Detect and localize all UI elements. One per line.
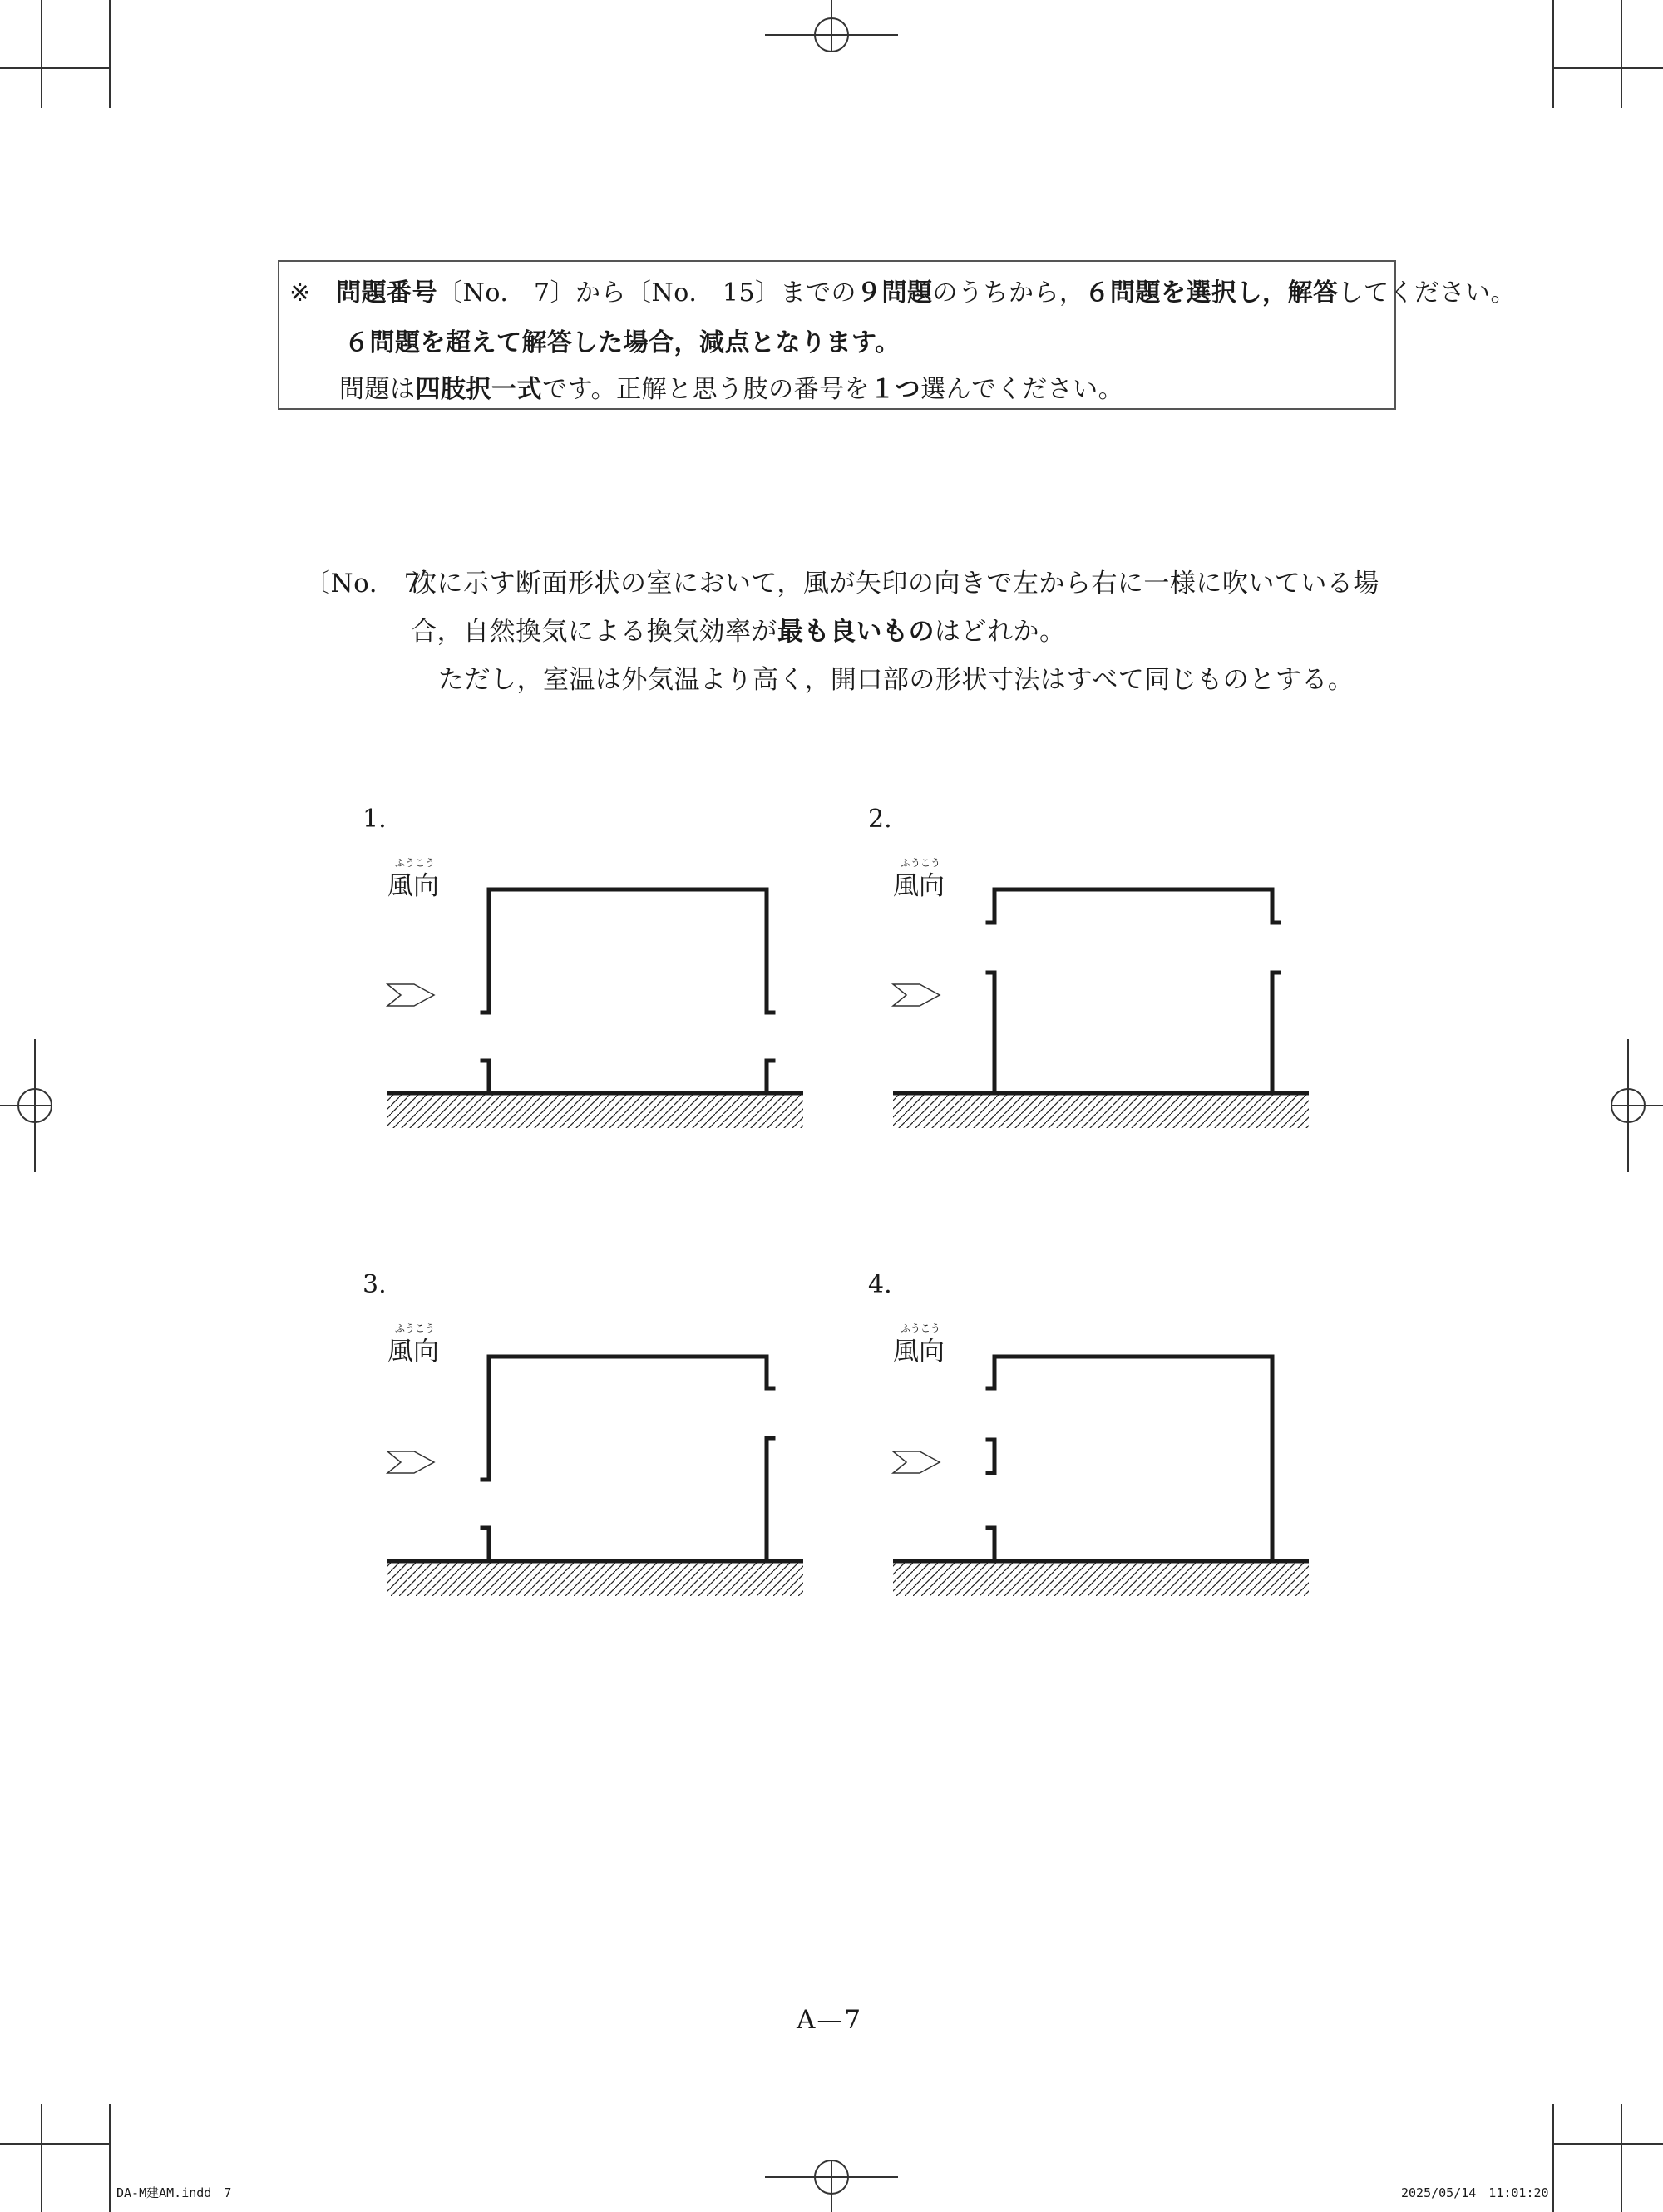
option-3-diagram[interactable] (382, 1347, 815, 1596)
option-3-wind-label: 風向 (387, 1337, 439, 1367)
footer-filename: DA-M建AM.indd 7 (116, 2185, 232, 2200)
option-2-wind-ruby: ふうこう (901, 857, 941, 869)
option-1-number[interactable]: 1. (363, 805, 387, 834)
option-1-diagram[interactable] (382, 881, 815, 1131)
page-number: A—7 (797, 2005, 863, 2035)
wind-arrow-icon (893, 1451, 940, 1473)
footer-timestamp: 2025/05/14 11:01:20 (1401, 2185, 1549, 2200)
option-2-diagram[interactable] (888, 881, 1320, 1131)
question-number: 〔No. 7〕 (304, 569, 447, 599)
option-4-wind-label: 風向 (893, 1337, 945, 1367)
instruction-line-3: 問題は四肢択一式です。正解と思う肢の番号を１つ選んでください。 (339, 375, 1124, 404)
instruction-line-2: ６問題を超えて解答した場合，減点となります。 (344, 328, 901, 357)
option-3-number[interactable]: 3. (363, 1270, 387, 1299)
option-2-number[interactable]: 2. (868, 805, 892, 834)
wind-arrow-icon (387, 1451, 434, 1473)
ground-hatch (893, 1561, 1309, 1596)
option-4-diagram[interactable] (888, 1347, 1320, 1596)
instruction-line-1: ※ 問題番号〔No. 7〕から〔No. 15〕までの９問題のうちから，６問題を選択し，解答してください。 (289, 278, 1517, 308)
option-2-wind-label: 風向 (893, 871, 945, 901)
ground-hatch (893, 1093, 1309, 1128)
option-4-number[interactable]: 4. (868, 1270, 892, 1299)
instruction-box (278, 260, 1517, 410)
option-4-wind-ruby: ふうこう (901, 1323, 941, 1334)
question-line-3: ただし，室温は外気温より高く，開口部の形状寸法はすべて同じものとする。 (438, 665, 1355, 695)
option-1-wind-ruby: ふうこう (395, 857, 436, 869)
wind-arrow-icon (387, 984, 434, 1006)
wind-arrow-icon (893, 984, 940, 1006)
ground-hatch (387, 1561, 803, 1596)
question-line-2: 合，自然換気による換気効率が最も良いものはどれか。 (411, 617, 1066, 647)
option-3-wind-ruby: ふうこう (395, 1323, 436, 1334)
ground-hatch (387, 1093, 803, 1128)
question-line-1: 次に示す断面形状の室において，風が矢印の向きで左から右に一様に吹いている場 (411, 569, 1379, 599)
option-1-wind-label: 風向 (387, 871, 439, 901)
